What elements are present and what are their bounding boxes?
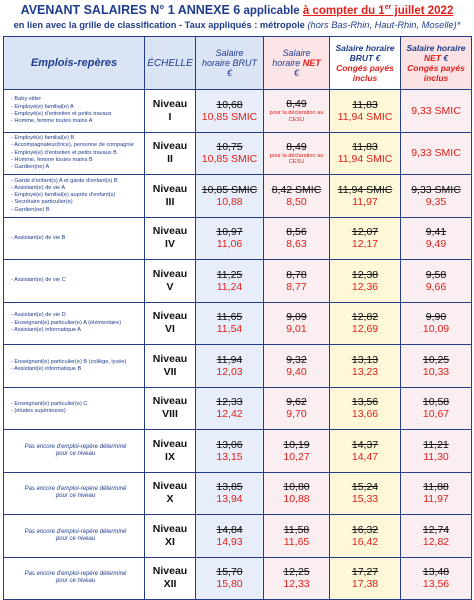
col-header-net: Salaire horaire NET € [264, 37, 330, 90]
old-value: 11,94 SMIC [337, 183, 393, 196]
new-value: 15,33 [351, 493, 379, 506]
level-cell: Niveau III [145, 175, 196, 218]
table-row [4, 472, 472, 515]
cp-net-cell [401, 175, 472, 218]
brut-cell [196, 515, 264, 558]
new-value: 10,88 [283, 493, 310, 506]
old-value: 8,78 [286, 268, 307, 281]
cesu-note: pour la déclaration au CESU [269, 152, 324, 166]
job-title: pour ce niveau [55, 535, 96, 542]
old-value: 13,06 [216, 438, 243, 451]
net-cell [264, 132, 330, 175]
job-title: - Employé(e) d'entretien et petits travaux B [11, 149, 117, 156]
new-value: 13,94 [216, 493, 243, 506]
level-cell: Niveau VI [145, 302, 196, 345]
new-value: 14,93 [216, 535, 243, 548]
old-value: 11,58 [283, 523, 310, 536]
cesu-note: pour la déclaration au CESU [269, 110, 324, 123]
old-value: 14,84 [216, 523, 243, 536]
table-row [4, 515, 472, 558]
old-value: 11,83 [352, 141, 378, 154]
net-cell [264, 557, 330, 600]
old-value: 13,48 [422, 566, 450, 579]
emplois-cell [4, 430, 145, 473]
old-value: 12,82 [351, 311, 379, 324]
cp-net-cell [401, 302, 472, 345]
old-value: 9,32 [286, 353, 307, 366]
emplois-cell [4, 175, 145, 218]
emplois-cell [4, 472, 145, 515]
new-value: 12,82 [422, 535, 450, 548]
level-cell: Niveau VII [145, 345, 196, 388]
new-value: 9,40 [286, 365, 307, 378]
subtitle-region: (hors Bas-Rhin, Haut-Rhin, Moselle)* [307, 19, 461, 30]
new-value: 13,15 [216, 450, 243, 463]
job-title: - Gardien(ne) A [11, 164, 50, 171]
new-value: 9,66 [425, 280, 447, 293]
new-value: 8,63 [286, 238, 307, 251]
old-value: 8,49 [286, 140, 307, 153]
job-title: - (études supérieures) [11, 408, 66, 415]
new-value: 12,33 [283, 578, 310, 591]
new-value: 9,01 [286, 323, 307, 336]
cp-net-cell [401, 515, 472, 558]
job-title: - Homme, femme toutes mains A [11, 117, 93, 124]
net-cell [264, 302, 330, 345]
brut-cell [196, 260, 264, 303]
old-value: 10,58 [422, 396, 450, 409]
title-main: AVENANT SALAIRES N° 1 ANNEXE 6 [20, 2, 241, 17]
old-value: 8,56 [286, 226, 307, 239]
old-value: 9,09 [286, 311, 307, 324]
job-title: pour ce niveau [55, 450, 96, 457]
brut-cell [196, 430, 264, 473]
old-value: 11,94 [216, 353, 243, 366]
old-value: 13,56 [351, 396, 379, 409]
job-title: - Enseignant(e) particulier(e) C [11, 401, 88, 408]
new-value: 12,42 [216, 408, 243, 421]
new-value: 11,30 [423, 450, 449, 463]
job-title: - Employé(e) familial(e) B [11, 135, 75, 142]
table-row [4, 132, 472, 175]
net-cell [264, 345, 330, 388]
cp-brut-cell [330, 345, 401, 388]
new-value: 17,38 [351, 578, 379, 591]
old-value: 17,27 [351, 566, 379, 579]
cp-net-cell [401, 90, 472, 133]
cp-brut-cell [330, 557, 401, 600]
level-cell: Niveau I [145, 90, 196, 133]
new-value: 11,97 [423, 493, 449, 506]
table-row [4, 345, 472, 388]
old-value: 11,88 [423, 481, 449, 494]
brut-cell [196, 472, 264, 515]
job-title: - Assistant(e) informatique B [11, 365, 82, 372]
old-value: 9,90 [425, 311, 447, 324]
level-cell: Niveau II [145, 132, 196, 175]
new-value: 14,47 [351, 450, 379, 463]
col-header-echelle: ÉCHELLE [145, 37, 196, 90]
col-header-brut: Salaire horaire BRUT € [196, 37, 264, 90]
brut-cell [196, 557, 264, 600]
cp-brut-cell [330, 387, 401, 430]
cp-brut-cell [330, 217, 401, 260]
new-value: 9,49 [425, 238, 447, 251]
job-title: - Secrétaire particulier(e) [11, 199, 73, 206]
job-title: - Assistant(e) informatique A [11, 326, 81, 333]
job-title: - Enseignant(e) particulier(e) A (élémentaire) [11, 319, 122, 326]
new-value: 11,94 SMIC [337, 153, 393, 166]
old-value: 10,25 [422, 353, 450, 366]
net-cell [264, 217, 330, 260]
emplois-cell [4, 217, 145, 260]
job-title: - Assistant(e) de vie B [11, 234, 66, 241]
new-value: 9,70 [286, 408, 307, 421]
job-title: - Employé(e) familial(e) auprès d'enfant(s) [11, 192, 116, 199]
net-cell [264, 430, 330, 473]
new-value: 12,03 [216, 365, 243, 378]
job-title: - Employé(e) d'entretien et petits travaux [11, 110, 112, 117]
job-title: Pas encore d'emploi-repère déterminé [24, 571, 127, 578]
cp-brut-cell [330, 90, 401, 133]
table-row [4, 90, 472, 133]
net-cell [264, 175, 330, 218]
new-value: 9,33 SMIC [411, 147, 461, 160]
cp-net-cell [401, 557, 472, 600]
emplois-cell [4, 90, 145, 133]
cp-brut-cell [330, 472, 401, 515]
job-title: - Employé(e) familial(e) A [11, 103, 74, 110]
level-cell: Niveau IV [145, 217, 196, 260]
cp-net-cell [401, 132, 472, 175]
old-value: 11,65 [216, 311, 243, 324]
new-value: 11,06 [216, 238, 243, 251]
old-value: 12,74 [422, 523, 450, 536]
brut-cell [196, 90, 264, 133]
cp-brut-cell [330, 132, 401, 175]
job-title: pour ce niveau [55, 493, 96, 500]
new-value: 10,67 [422, 408, 450, 421]
cp-net-cell [401, 260, 472, 303]
cp-net-cell [401, 345, 472, 388]
col-header-cp-net: Salaire horaire NET € Congés payés inclus [401, 37, 472, 90]
cp-net-cell [401, 387, 472, 430]
old-value: 9,41 [425, 226, 447, 239]
brut-cell [196, 217, 264, 260]
level-cell: Niveau VIII [145, 387, 196, 430]
job-title: Pas encore d'emploi-repère déterminé [24, 528, 127, 535]
net-cell [264, 472, 330, 515]
old-value: 15,24 [351, 481, 379, 494]
cp-net-cell [401, 430, 472, 473]
net-cell [264, 90, 330, 133]
cp-net-cell [401, 472, 472, 515]
new-value: 10,27 [283, 450, 310, 463]
emplois-cell [4, 132, 145, 175]
new-value: 12,36 [351, 280, 379, 293]
old-value: 10,68 [216, 98, 243, 111]
new-value: 15,80 [216, 578, 243, 591]
new-value: 11,65 [283, 535, 310, 548]
table-row [4, 387, 472, 430]
table-row [4, 302, 472, 345]
job-title: - Homme, femme toutes mains B [11, 156, 93, 163]
job-title: - Accompagnateur(trice), personne de compagnie [11, 142, 134, 149]
old-value: 10,85 SMIC [201, 183, 258, 196]
col-header-cp-brut: Salaire horaire BRUT € Congés payés inclus [330, 37, 401, 90]
old-value: 10,75 [216, 141, 243, 154]
cp-brut-cell [330, 430, 401, 473]
old-value: 14,37 [351, 438, 379, 451]
job-title: pour ce niveau [55, 578, 96, 585]
job-title: - Gardien(ne) B [11, 206, 50, 213]
new-value: 11,54 [216, 323, 243, 336]
emplois-cell [4, 557, 145, 600]
level-cell: Niveau IX [145, 430, 196, 473]
new-value: 11,97 [352, 195, 378, 208]
old-value: 10,80 [283, 481, 310, 494]
old-value: 13,85 [216, 481, 243, 494]
brut-cell [196, 302, 264, 345]
level-cell: Niveau XII [145, 557, 196, 600]
table-row [4, 175, 472, 218]
old-value: 16,32 [351, 523, 379, 536]
emplois-cell [4, 260, 145, 303]
table-row [4, 217, 472, 260]
new-value: 13,23 [351, 365, 379, 378]
new-value: 9,33 SMIC [411, 104, 461, 117]
title-date: à compter du 1er juillet 2022 [302, 4, 454, 17]
brut-cell [196, 132, 264, 175]
new-value: 9,35 [425, 195, 447, 208]
new-value: 13,56 [422, 578, 450, 591]
old-value: 10,97 [216, 226, 243, 239]
net-cell [264, 260, 330, 303]
new-value: 13,66 [351, 408, 379, 421]
old-value: 15,70 [216, 566, 243, 579]
table-row [4, 260, 472, 303]
cp-brut-cell [330, 302, 401, 345]
job-title: - Enseignant(e) particulier(e) B (collège, lycée) [11, 358, 127, 365]
cp-brut-cell [330, 175, 401, 218]
title-applicable: applicable [243, 4, 300, 17]
new-value: 10,09 [422, 323, 450, 336]
old-value: 12,38 [351, 268, 379, 281]
table-row [4, 557, 472, 600]
old-value: 12,07 [351, 226, 379, 239]
job-title: Pas encore d'emploi-repère déterminé [24, 486, 127, 493]
new-value: 11,24 [216, 280, 243, 293]
page-subtitle [0, 18, 474, 32]
job-title: - Garde d'enfant(s) A et garde d'enfant(s) B [11, 177, 118, 184]
old-value: 10,19 [283, 438, 310, 451]
new-value: 10,88 [216, 195, 243, 208]
level-cell: Niveau XI [145, 515, 196, 558]
brut-cell [196, 387, 264, 430]
cp-brut-cell [330, 260, 401, 303]
net-cell [264, 387, 330, 430]
table-row [4, 430, 472, 473]
old-value: 13,13 [351, 353, 379, 366]
old-value: 11,21 [423, 438, 449, 451]
job-title: - Assistant(e) de vie D [11, 312, 66, 319]
salary-table [3, 36, 472, 600]
emplois-cell [4, 515, 145, 558]
subtitle-main: en lien avec la grille de classification - Taux appliqués : métropole [13, 19, 305, 30]
old-value: 12,33 [216, 396, 243, 409]
col-header-emplois: Emplois-repères [4, 37, 145, 90]
old-value: 9,62 [286, 396, 307, 409]
emplois-cell [4, 302, 145, 345]
table-header-row [4, 37, 472, 90]
emplois-cell [4, 387, 145, 430]
job-title: - Baby-sitter [11, 96, 42, 103]
net-cell [264, 515, 330, 558]
new-value: 12,17 [351, 238, 379, 251]
new-value: 10,85 SMIC [201, 153, 258, 166]
old-value: 9,58 [425, 268, 447, 281]
brut-cell [196, 345, 264, 388]
emplois-cell [4, 345, 145, 388]
new-value: 10,33 [422, 365, 450, 378]
job-title: Pas encore d'emploi-repère déterminé [24, 443, 127, 450]
old-value: 8,42 SMIC [271, 183, 322, 196]
level-cell: Niveau X [145, 472, 196, 515]
cp-net-cell [401, 217, 472, 260]
old-value: 9,33 SMIC [411, 183, 461, 196]
cp-brut-cell [330, 515, 401, 558]
new-value: 16,42 [351, 535, 379, 548]
old-value: 11,83 [352, 98, 378, 111]
job-title: - Assistant(e) de vie A [11, 184, 66, 191]
old-value: 8,49 [286, 98, 307, 111]
new-value: 10,85 SMIC [201, 110, 258, 123]
job-title: - Assistant(e) de vie C [11, 277, 66, 284]
old-value: 12,25 [283, 566, 310, 579]
new-value: 12,69 [351, 323, 379, 336]
page-title [0, 0, 474, 18]
new-value: 8,50 [286, 195, 307, 208]
new-value: 11,94 SMIC [337, 110, 393, 123]
old-value: 11,25 [216, 268, 243, 281]
new-value: 8,77 [286, 280, 307, 293]
brut-cell [196, 175, 264, 218]
level-cell: Niveau V [145, 260, 196, 303]
